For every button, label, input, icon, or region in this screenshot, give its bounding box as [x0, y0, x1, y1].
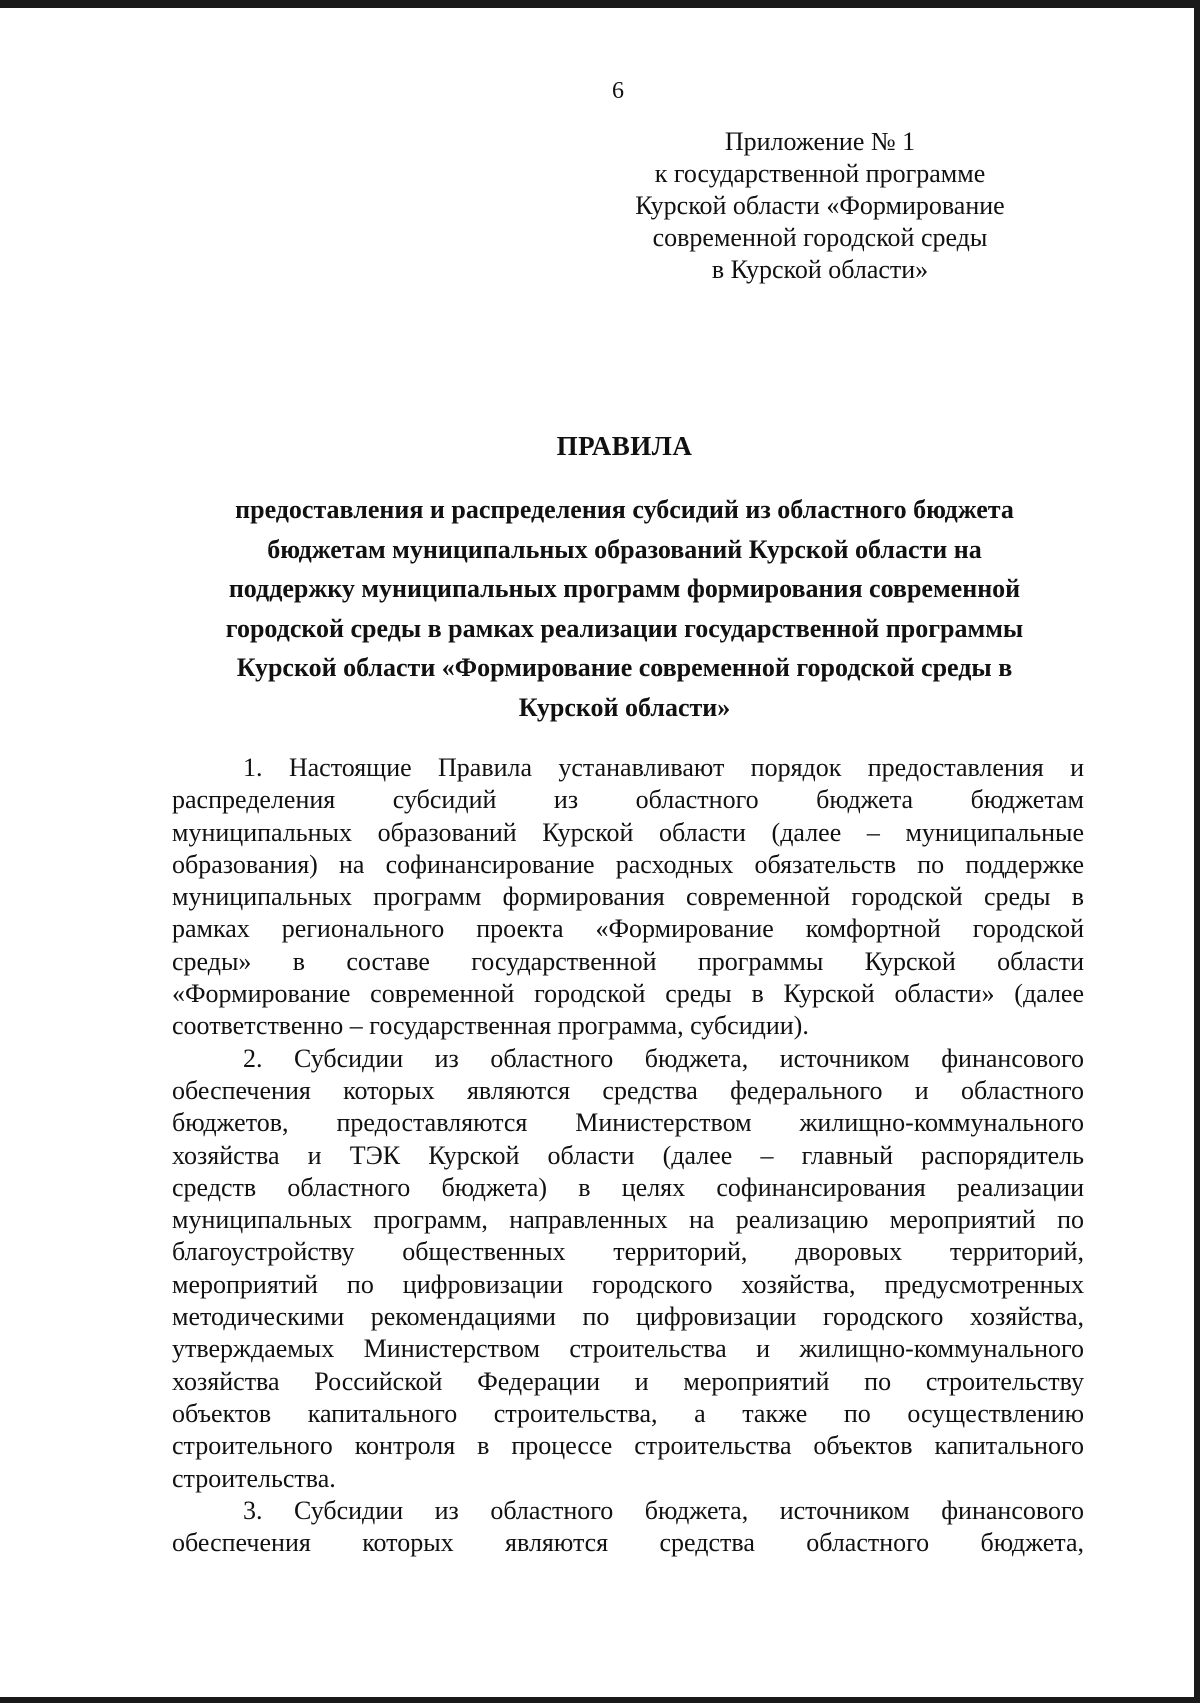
document-body: [172, 752, 1084, 1559]
paragraph-3: [172, 1495, 1084, 1560]
document-title: ПРАВИЛА: [556, 431, 693, 461]
appendix-line: в Курской области»: [711, 255, 929, 284]
paragraph-line: обеспечения которых являются средства областного бюджета,: [172, 1528, 1084, 1558]
subtitle-line: бюджетам муниципальных образований Курской области на: [267, 534, 982, 564]
appendix-line: современной городской среды: [652, 223, 988, 252]
paragraph-line: 1. Настоящие Правила устанавливают порядок предоставления и: [243, 753, 1084, 782]
paragraph-line: хозяйства Российской Федерации и мероприятий по строительству: [172, 1366, 1084, 1396]
paragraph-line: обеспечения которых являются средства федерального и областного: [172, 1075, 1084, 1105]
subtitle-line: Курской области «Формирование современной городской среды в: [236, 653, 1013, 682]
subtitle-line: предоставления и распределения субсидий из областного бюджета: [235, 495, 1014, 524]
paragraph-line: утверждаемых Министерством строительства и жилищно-коммунального: [172, 1334, 1084, 1364]
paragraph-line: строительного контроля в процессе строительства объектов капитального: [172, 1431, 1084, 1461]
paragraph-line: хозяйства и ТЭК Курской области (далее – главный распорядитель: [172, 1140, 1084, 1170]
document-subtitle: [172, 490, 1077, 727]
appendix-line: к государственной программе: [654, 159, 986, 188]
paragraph-line: благоустройству общественных территорий, дворовых территорий,: [172, 1237, 1084, 1267]
appendix-line: Курской области «Формирование: [635, 191, 1005, 220]
paragraph-line: муниципальных программ формирования современной городской среды в: [172, 882, 1084, 912]
paragraph-line: распределения субсидий из областного бюджета бюджетам: [172, 785, 1084, 815]
paragraph-line: методическими рекомендациями по цифровизации городского хозяйства,: [172, 1302, 1084, 1332]
paragraph-line: средств областного бюджета) в целях софинансирования реализации: [172, 1172, 1084, 1202]
paragraph-2: [172, 1043, 1084, 1495]
appendix-line: Приложение № 1: [724, 127, 916, 156]
paragraph-line: «Формирование современной городской среды в Курской области» (далее: [172, 979, 1084, 1009]
paragraph-line: объектов капитального строительства, а также по осуществлению: [172, 1398, 1084, 1428]
appendix-reference: [620, 126, 1020, 286]
paragraph-line: образования) на софинансирование расходных обязательств по поддержке: [172, 849, 1084, 879]
paragraph-line: 2. Субсидии из областного бюджета, источником финансового: [243, 1043, 1084, 1073]
paragraph-line: соответственно – государственная программа, субсидии).: [172, 1011, 809, 1041]
page-number: 6: [612, 78, 624, 104]
paragraph-line: мероприятий по цифровизации городского хозяйства, предусмотренных: [172, 1269, 1084, 1299]
subtitle-line: поддержку муниципальных программ формирования современной: [228, 574, 1021, 603]
paragraph-line: бюджетов, предоставляются Министерством жилищно-коммунального: [172, 1108, 1084, 1138]
paragraph-line: рамках регионального проекта «Формирование комфортной городской: [172, 914, 1084, 944]
paragraph-line: среды» в составе государственной программы Курской области: [172, 946, 1084, 976]
scan-border-right: [1194, 0, 1200, 1703]
subtitle-line: городской среды в рамках реализации государственной программы: [225, 613, 1024, 643]
paragraph-line: муниципальных программ, направленных на реализацию мероприятий по: [172, 1205, 1084, 1235]
paragraph-line: строительства.: [172, 1463, 336, 1493]
scan-border-bottom: [0, 1697, 1200, 1703]
paragraph-line: муниципальных образований Курской области (далее – муниципальные: [172, 817, 1084, 847]
scan-border-top: [0, 0, 1200, 8]
subtitle-line: Курской области»: [518, 692, 731, 722]
paragraph-1: [172, 752, 1084, 1043]
paragraph-line: 3. Субсидии из областного бюджета, источником финансового: [243, 1495, 1084, 1525]
